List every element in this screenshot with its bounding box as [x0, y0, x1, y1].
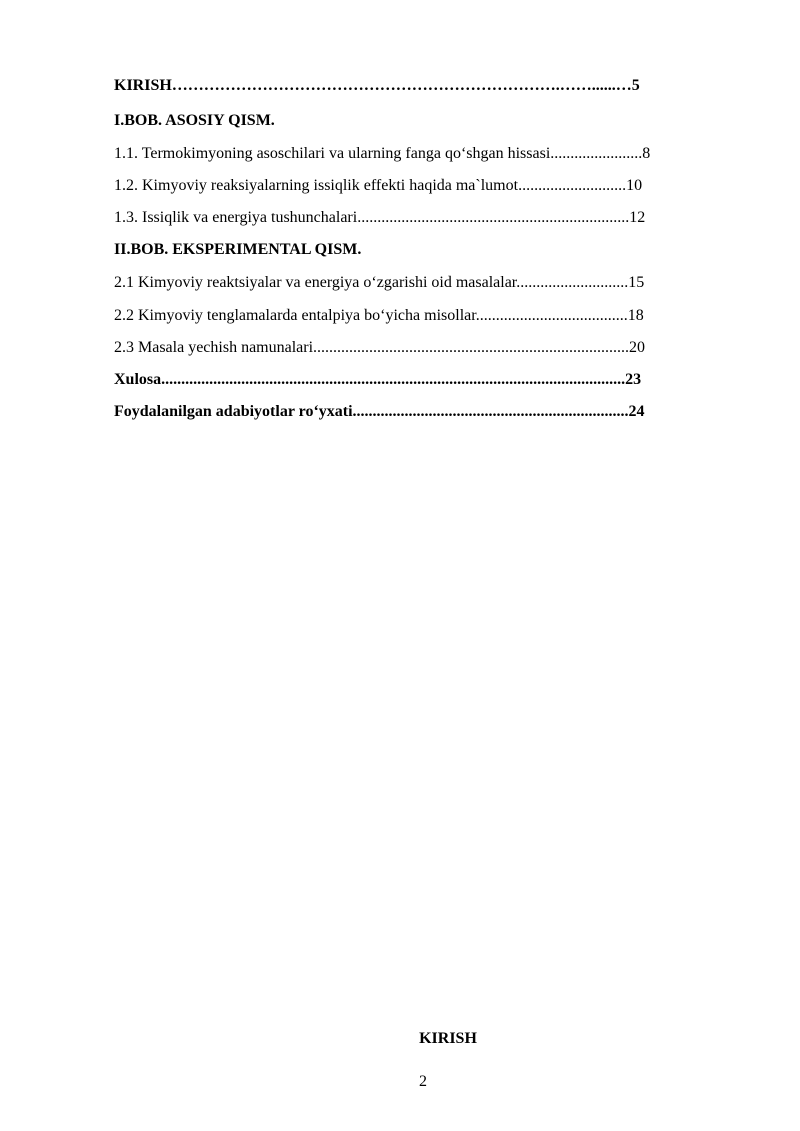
toc-entry-leader: .....................................................................	[352, 403, 629, 420]
toc-entry-page: 18	[627, 307, 644, 324]
toc-entry-1-3	[114, 208, 645, 228]
toc-entry-title: 1.2. Kimyoviy reaksiyalarning issiqlik effekti haqida ma`lumot	[114, 177, 519, 194]
toc-entry-leader: ....................................................................	[357, 209, 630, 226]
toc-entry-2-2	[114, 306, 644, 326]
toc-entry-leader: ......................................	[475, 307, 628, 324]
toc-entry-title: 1.3. Issiqlik va energiya tushunchalari	[114, 209, 358, 226]
toc-entry-1-1	[114, 144, 650, 164]
toc-entry-leader: ....................................................................................................................	[161, 371, 626, 388]
toc-entry-page: 5	[631, 77, 640, 94]
toc-entry-page: 24	[628, 403, 645, 420]
toc-entry-leader: ……………………………………………………………….……......…	[171, 77, 632, 94]
toc-entry-page: 15	[628, 274, 645, 291]
toc-entry-title: 1.1. Termokimyoning asoschilari va ularning fanga qo‘shgan hissasi	[114, 145, 551, 162]
toc-entry-page: 10	[626, 177, 643, 194]
toc-entry-xulosa	[114, 370, 641, 390]
toc-entry-1-2	[114, 176, 642, 196]
next-section-title: KIRISH	[419, 1030, 477, 1047]
toc-entry-page: 12	[629, 209, 646, 226]
toc-entry-leader: ............................	[516, 274, 629, 291]
toc-entry-title: Xulosa	[114, 371, 162, 388]
toc-entry-page: 20	[629, 339, 646, 356]
toc-entry-title: 2.2 Kimyoviy tenglamalarda entalpiya bo‘yicha misollar	[114, 307, 476, 324]
toc-entry-kirish	[114, 76, 640, 96]
toc-entry-title: 2.3 Masala yechish namunalari	[114, 339, 314, 356]
toc-entry-leader: ...........................	[518, 177, 627, 194]
toc-chapter-1-heading: I.BOB. ASOSIY QISM.	[114, 112, 275, 129]
toc-entry-leader: .......................	[550, 145, 643, 162]
toc-entry-adabiyotlar	[114, 402, 645, 422]
toc-entry-title: Foydalanilgan adabiyotlar ro‘yxati	[114, 403, 353, 420]
page-number: 2	[419, 1073, 427, 1090]
toc-entry-page: 8	[642, 145, 651, 162]
toc-entry-title: 2.1 Kimyoviy reaktsiyalar va energiya o‘zgarishi oid masalalar	[114, 274, 517, 291]
toc-chapter-2-heading: II.BOB. EKSPERIMENTAL QISM.	[114, 241, 362, 258]
toc-entry-2-3	[114, 338, 645, 358]
toc-entry-2-1	[114, 273, 644, 293]
toc-entry-leader: ...............................................................................	[313, 339, 630, 356]
toc-entry-title: KIRISH	[114, 77, 172, 94]
toc-entry-page: 23	[625, 371, 642, 388]
